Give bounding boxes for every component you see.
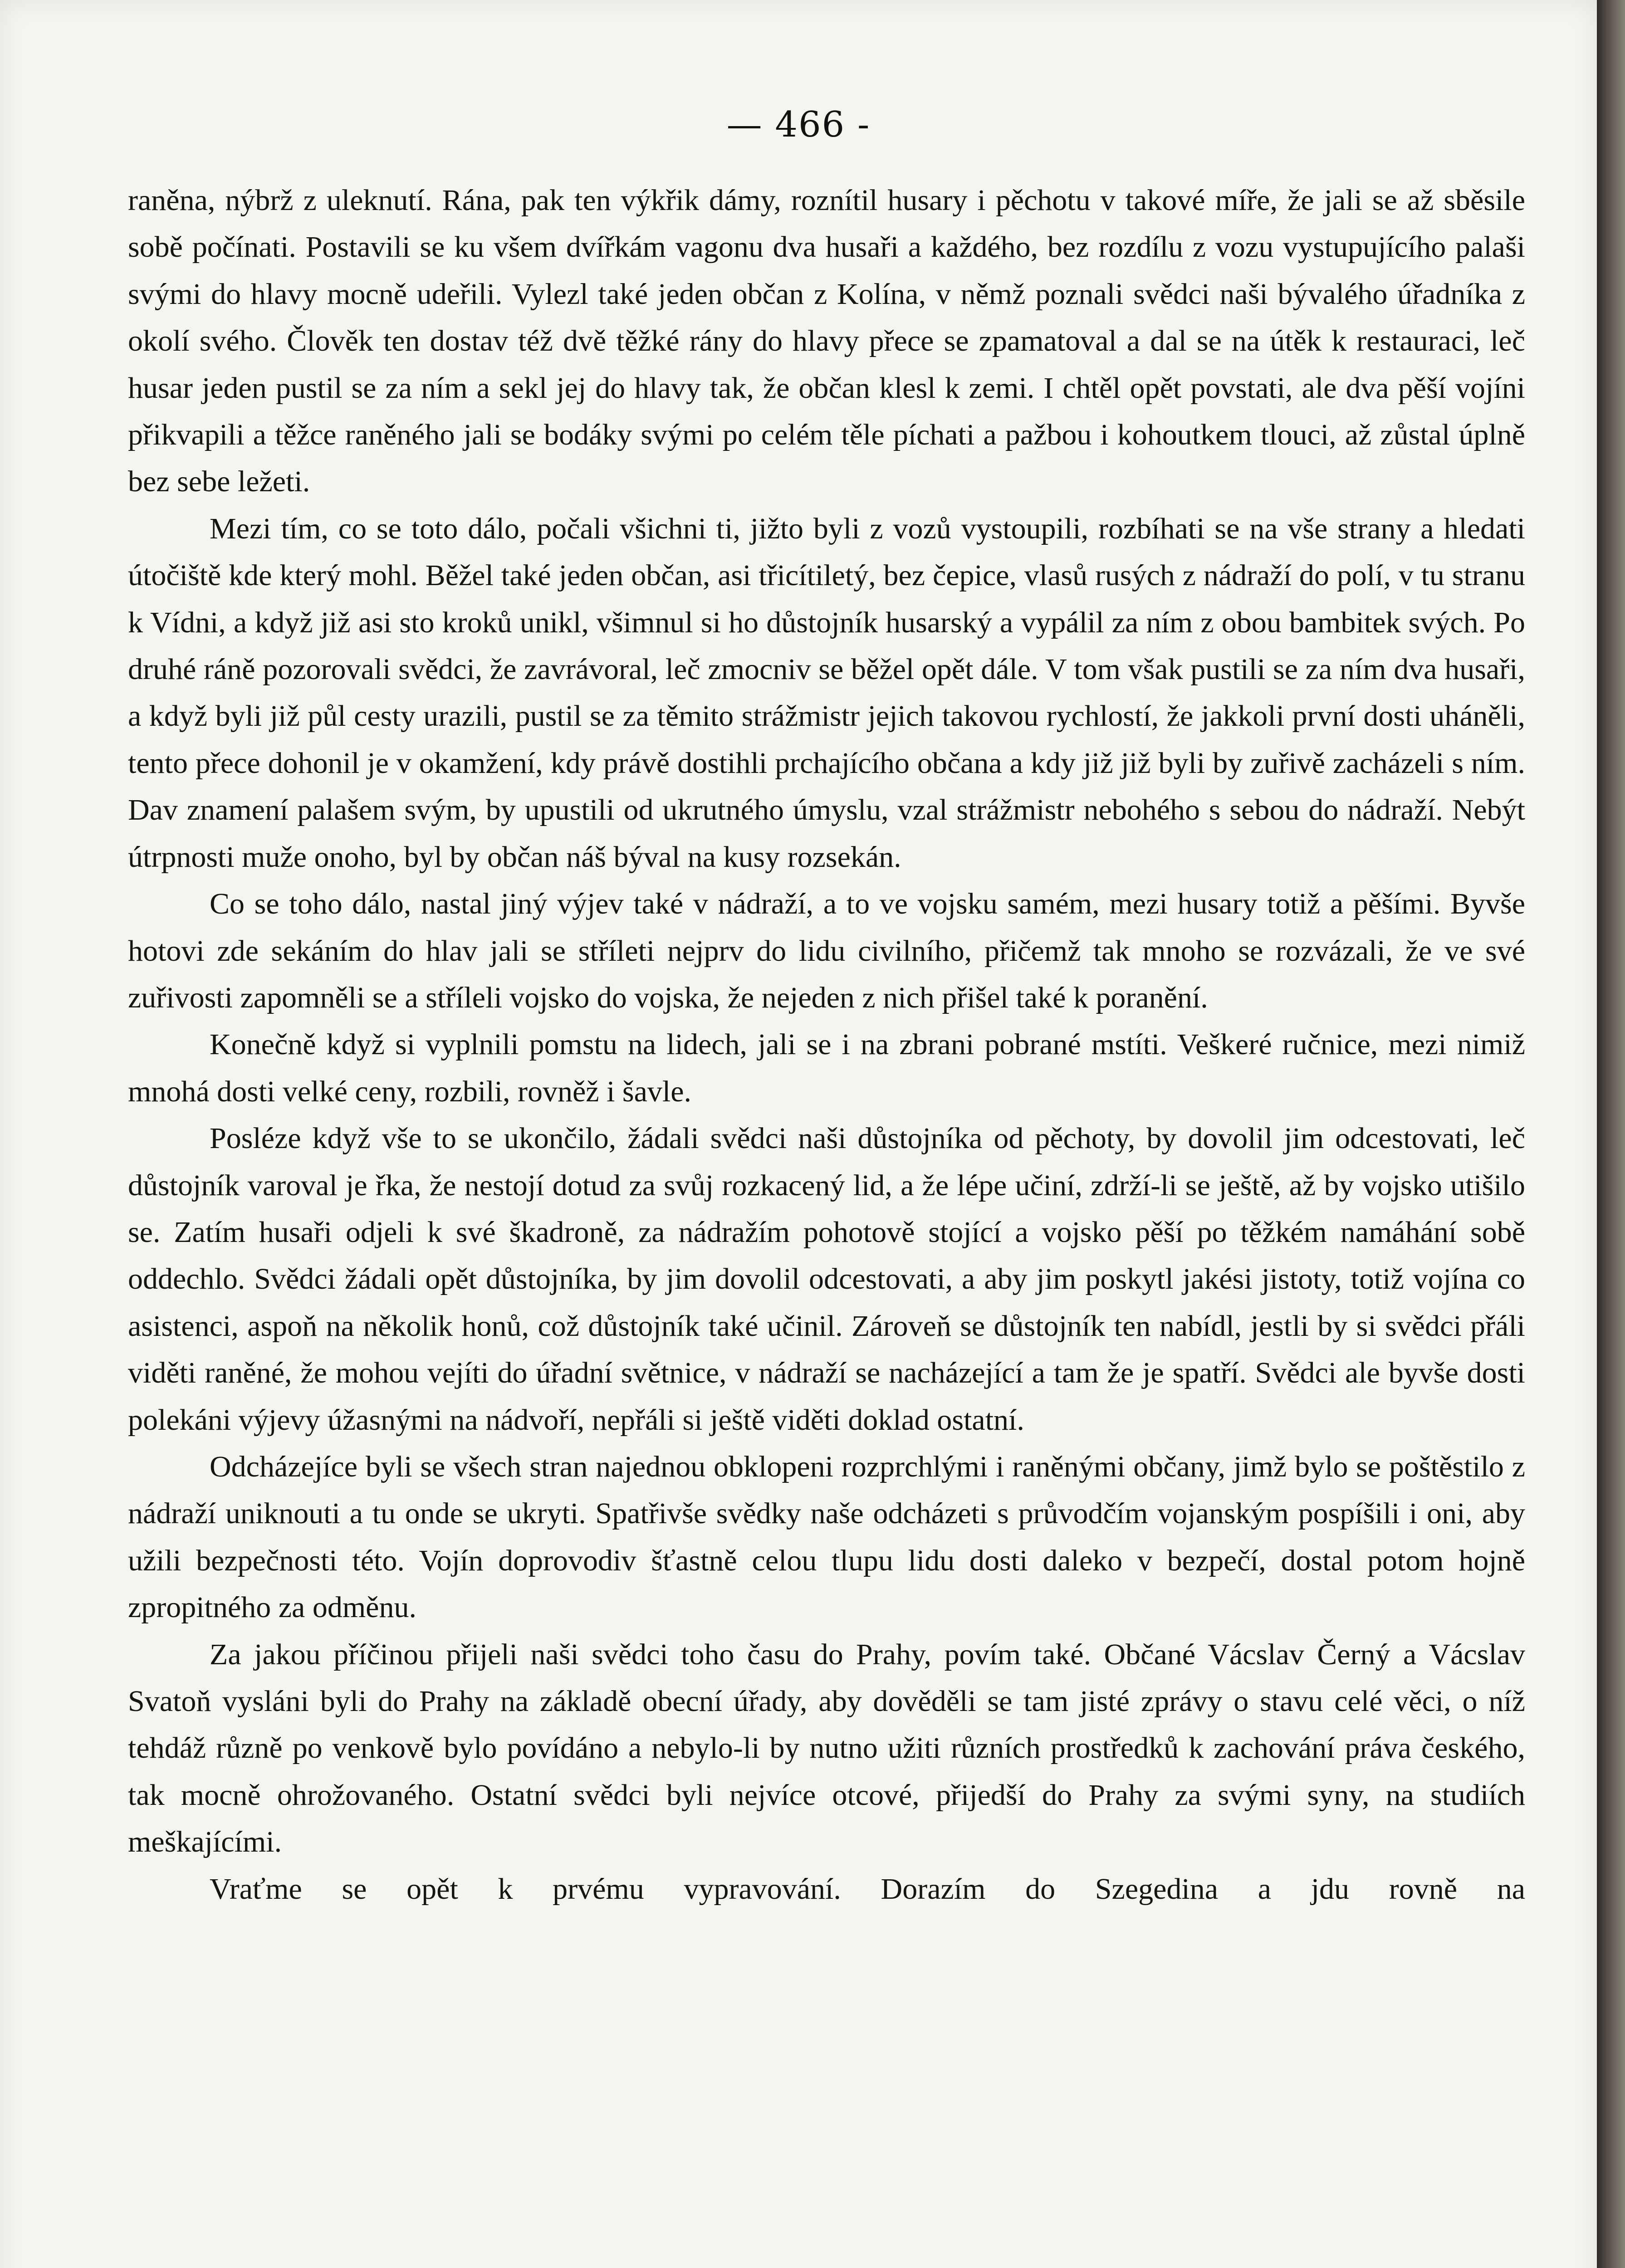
paragraph-2: Mezi tím, co se toto dálo, počali všichni ti, jižto byli z vozů vystoupili, rozbíhati se na vše strany a hledati útočiště kde který mohl. Běžel také jeden občan, asi třicítiletý, bez čepice, vlasů rusých z nádraží do polí, v tu stranu k Vídni, a když již asi sto kroků unikl, všimnul si ho důstojník husarský a vypálil za ním z obou bambitek svých. Po druhé ráně pozorovali svědci, že zavrávoral, leč zmocniv se běžel opět dále. V tom však pustili se za ním dva husaři, a když byli již půl cesty urazili, pustil se za těmito strážmistr jejich takovou rychlostí, že jakkoli první dosti uháněli, tento přece dohonil je v okamžení, kdy právě dostihli prchajícího občana a kdy již již byli by zuřivě zacházeli s ním. Dav znamení palašem svým, by upustili od ukrutného úmyslu, vzal strážmistr nebohého s sebou do nádraží. Nebýt útrpnosti muže onoho, byl by občan náš býval na kusy rozsekán.	[128, 512, 1525, 874]
body-text	[128, 177, 1525, 1912]
paragraph-1: raněna, nýbrž z uleknutí. Rána, pak ten výkřik dámy, roznítil husary i pěchotu v takové míře, že jali se až sběsile sobě počínati. Postavili se ku všem dvířkám vagonu dva husaři a každého, bez rozdílu z vozu vystupujícího palaši svými do hlavy mocně udeřili. Vylezl také jeden občan z Kolína, v němž poznali svědci naši bývalého úřadníka z okolí svého. Člověk ten dostav též dvě těžké rány do hlavy přece se zpamatoval a dal se na útěk k restauraci, leč husar jeden pustil se za ním a sekl jej do hlavy tak, že občan klesl k zemi. I chtěl opět povstati, ale dva pěší vojíni přikvapili a těžce raněného jali se bodáky svými po celém těle píchati a pažbou i kohoutkem tlouci, až zůstal úplně bez sebe ležeti.	[128, 184, 1525, 499]
paragraph-3: Co se toho dálo, nastal jiný výjev také v nádraží, a to ve vojsku samém, mezi husary totiž a pěšími. Byvše hotovi zde sekáním do hlav jali se stříleti nejprv do lidu civilního, přičemž tak mnoho se rozvázali, že ve své zuřivosti zapomněli se a stříleli vojsko do vojska, že nejeden z nich přišel také k poranění.	[128, 887, 1525, 1014]
paragraph-8: Vraťme se opět k prvému vypravování. Dorazím do Szegedina a jdu rovně na	[210, 1872, 1525, 1906]
paragraph-6: Odcházejíce byli se všech stran najednou obklopeni rozprchlými i raněnými občany, jimž bylo se poštěstilo z nádraží uniknouti a tu onde se ukryti. Spatřivše svědky naše odcházeti s průvodčím vojanským pospíšili i oni, aby užili bezpečnosti této. Vojín doprovodiv šťastně celou tlupu lidu dosti daleko v bezpečí, dostal potom hojně zpropitného za odměnu.	[128, 1450, 1525, 1624]
paragraph-7: Za jakou příčinou přijeli naši svědci toho času do Prahy, povím také. Občané Vácslav Černý a Vácslav Svatoň vysláni byli do Prahy na základě obecní úřady, aby dověděli se tam jisté zprávy o stavu celé věci, o níž tehdáž různě po venkově bylo povídáno a nebylo-li by nutno užiti různích prostředků k zachování práva českého, tak mocně ohrožovaného. Ostatní svědci byli nejvíce otcové, přijedší do Prahy za svými syny, na studiích meškajícími.	[128, 1637, 1525, 1859]
paragraph-4: Konečně když si vyplnili pomstu na lidech, jali se i na zbrani pobrané mstíti. Veškeré ručnice, mezi nimiž mnohá dosti velké ceny, rozbili, rovněž i šavle.	[128, 1028, 1525, 1108]
paragraph-5: Posléze když vše to se ukončilo, žádali svědci naši důstojníka od pěchoty, by dovolil jim odcestovati, leč důstojník varoval je řka, že nestojí dotud za svůj rozkacený lid, a že lépe učiní, zdrží-li se ještě, až by vojsko utišilo se. Zatím husaři odjeli k své škadroně, za nádražím pohotově stojící a vojsko pěší po těžkém namáhání sobě oddechlo. Svědci žádali opět důstojníka, by jim dovolil odcestovati, a aby jim poskytl jakési jistoty, totiž vojína co asistenci, aspoň na několik honů, což důstojník také učinil. Zároveň se důstojník ten nabídl, jestli by si svědci přáli viděti raněné, že mohou vejíti do úřadní světnice, v nádraží se nacházející a tam že je spatří. Svědci ale byvše dosti polekáni výjevy úžasnými na nádvoří, nepřáli si ještě viděti doklad ostatní.	[128, 1122, 1525, 1437]
page-number: — 466 -	[726, 104, 871, 145]
page-edge-shadow	[1597, 0, 1625, 2268]
